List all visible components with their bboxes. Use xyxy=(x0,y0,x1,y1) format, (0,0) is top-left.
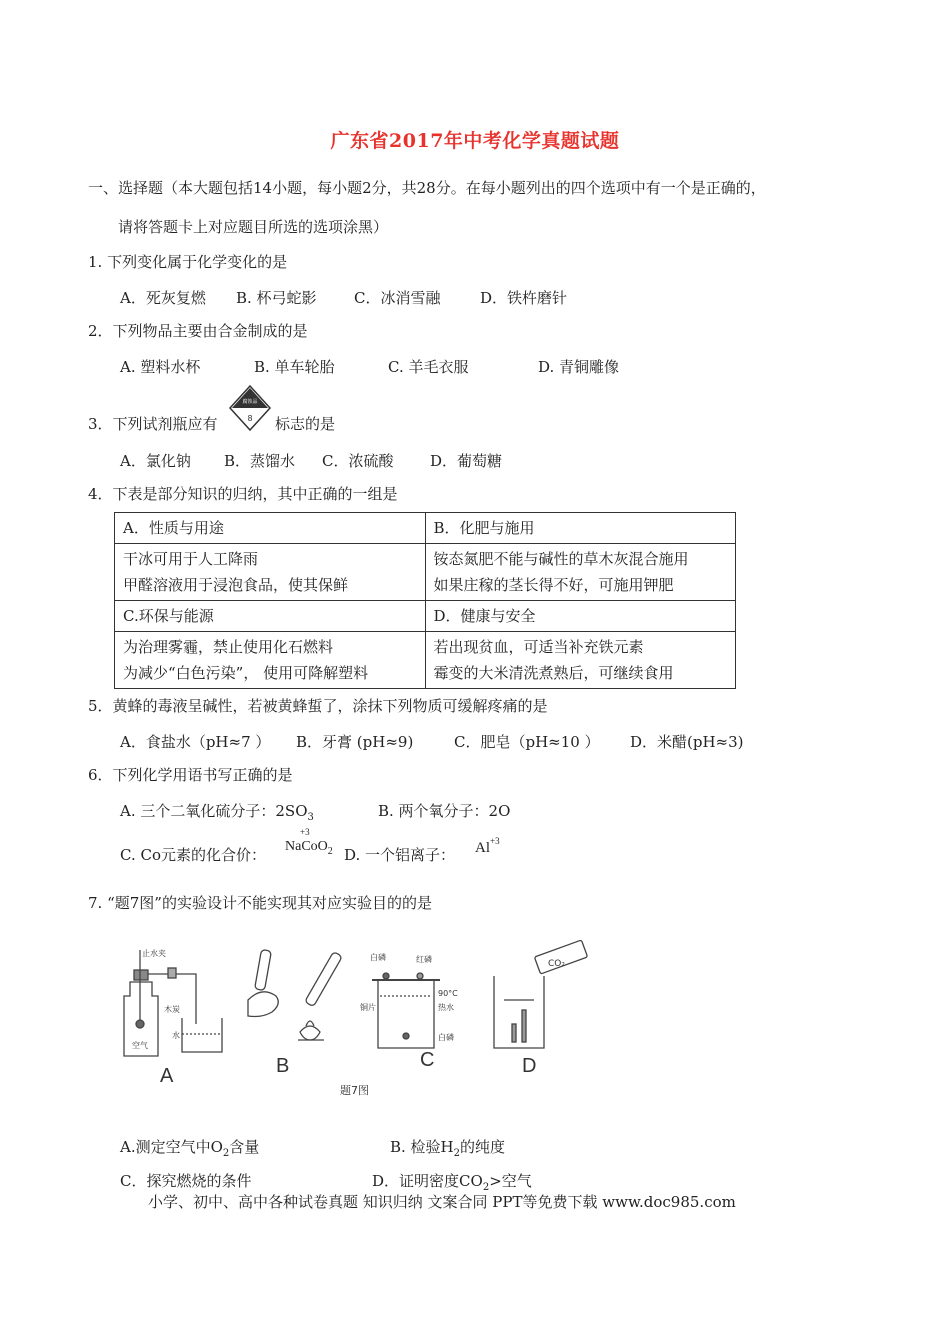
section-heading-cont: 请将答题卡上对应题目所选的选项涂黑） xyxy=(118,218,389,236)
table-d-line2: 霉变的大米清洗煮熟后，可继续食用 xyxy=(433,664,674,682)
q3-option-a: A．氯化钠 xyxy=(120,452,191,470)
table-cell-c-body xyxy=(115,632,426,689)
figure-d-apparatus-icon xyxy=(494,940,588,1048)
q6-formula-c-sup: +3 xyxy=(300,827,310,837)
q2-stem: 2．下列物品主要由合金制成的是 xyxy=(88,322,308,340)
q2-option-b: B. 单车轮胎 xyxy=(254,358,335,376)
q4-stem: 4．下表是部分知识的归纳，其中正确的一组是 xyxy=(88,485,398,503)
q1-option-a: A．死灰复燃 xyxy=(120,289,206,307)
table-c-line1: 为治理雾霾，禁止使用化石燃料 xyxy=(123,638,334,656)
q7-option-c: C．探究燃烧的条件 xyxy=(120,1172,252,1190)
svg-text:腐蚀品: 腐蚀品 xyxy=(242,399,258,405)
q6-option-a-sub: 3 xyxy=(307,812,314,823)
q7-option-b-sub: 2 xyxy=(453,1148,461,1159)
q6-formula-c-main: NaCoO xyxy=(285,839,328,854)
table-cell-b-body xyxy=(425,544,736,601)
table-b-line2: 如果庄稼的茎长得不好，可施用钾肥 xyxy=(433,576,674,594)
q5-options xyxy=(120,731,744,752)
svg-text:8: 8 xyxy=(247,414,253,423)
table-cell-d-head: D．健康与安全 xyxy=(425,601,736,632)
figure-a-apparatus-icon xyxy=(124,948,222,1056)
q3-option-d: D．葡萄糖 xyxy=(430,452,503,470)
q7-option-b xyxy=(390,1136,505,1157)
q6-option-a-text: A. 三个二氧化硫分子：2SO xyxy=(120,802,308,820)
q6-option-a xyxy=(120,800,314,821)
svg-text:空气: 空气 xyxy=(132,1041,148,1050)
svg-text:CO₂: CO₂ xyxy=(548,959,565,969)
q7-option-a-text: A.测定空气中O xyxy=(120,1138,223,1156)
svg-text:白磷: 白磷 xyxy=(370,953,386,962)
corrosive-sign-icon xyxy=(228,384,272,432)
svg-text:铜片: 铜片 xyxy=(360,1003,376,1012)
q3-stem-after: 标志的是 xyxy=(275,415,336,433)
table-cell-a-body xyxy=(115,544,426,601)
q6-option-d: D. 一个铝离子： xyxy=(344,846,456,864)
q6-option-c-text: C. Co元素的化合价： xyxy=(120,846,266,864)
q5-option-b: B．牙膏 (pH≈9) xyxy=(296,733,414,751)
table-cell-a-head: A．性质与用途 xyxy=(115,513,426,544)
svg-text:红磷: 红磷 xyxy=(416,955,432,964)
q6-formula-al xyxy=(475,834,500,856)
q7-option-b-text: B. 检验H xyxy=(390,1138,454,1156)
svg-text:热水: 热水 xyxy=(438,1003,454,1012)
q2-option-c: C. 羊毛衣服 xyxy=(388,358,469,376)
q1-options xyxy=(120,287,567,308)
q2-option-a: A. 塑料水杯 xyxy=(120,358,201,376)
q3-stem-before: 3．下列试剂瓶应有 xyxy=(88,415,218,433)
q1-stem: 1. 下列变化属于化学变化的是 xyxy=(88,253,288,271)
q1-option-d: D．铁杵磨针 xyxy=(480,289,568,307)
q6-option-c xyxy=(120,844,266,865)
q5-option-a: A．食盐水（pH≈7 ） xyxy=(120,733,271,751)
q6-stem: 6．下列化学用语书写正确的是 xyxy=(88,766,293,784)
svg-text:水: 水 xyxy=(172,1031,180,1040)
q7-option-a xyxy=(120,1136,259,1157)
figure-b-apparatus-icon xyxy=(248,949,342,1040)
q1-option-b: B. 杯弓蛇影 xyxy=(236,289,317,307)
q7-stem: 7. “题7图”的实验设计不能实现其对应实验目的的是 xyxy=(88,894,432,912)
svg-text:90°C: 90°C xyxy=(438,989,458,998)
table-d-line1: 若出现贫血，可适当补充铁元素 xyxy=(433,638,644,656)
svg-text:木炭: 木炭 xyxy=(164,1005,180,1014)
q6-formula-c-sub: 2 xyxy=(327,846,333,857)
q7-option-a-sub: 2 xyxy=(222,1148,230,1159)
table-cell-d-body xyxy=(425,632,736,689)
table-cell-b-head: B．化肥与施用 xyxy=(425,513,736,544)
q3-options xyxy=(120,450,502,471)
q7-option-a-end: 含量 xyxy=(229,1138,260,1156)
q7-option-d-text: D．证明密度CO xyxy=(372,1172,483,1190)
q3-option-c: C．浓硫酸 xyxy=(322,452,394,470)
page-title: 广东省2017年中考化学真题试题 xyxy=(330,130,620,152)
figure-label-d: D xyxy=(522,1055,537,1077)
q3-option-b: B．蒸馏水 xyxy=(224,452,296,470)
q7-option-b-end: 的纯度 xyxy=(460,1138,506,1156)
table-c-line2: 为减少“白色污染”， 使用可降解塑料 xyxy=(123,664,369,682)
figure-label-a: A xyxy=(160,1065,174,1087)
q2-option-d: D. 青铜雕像 xyxy=(538,358,620,376)
q6-formula-d-main: Al xyxy=(475,840,490,856)
figure-c-apparatus-icon xyxy=(360,952,458,1048)
knowledge-table xyxy=(114,512,736,689)
table-a-line1: 干冰可用于人工降雨 xyxy=(123,550,259,568)
page-footer: 小学、初中、高中各种试卷真题 知识归纳 文案合同 PPT等免费下载 www.doc985.com xyxy=(148,1193,736,1211)
table-b-line1: 铵态氮肥不能与碱性的草木灰混合施用 xyxy=(433,550,689,568)
table-cell-c-head: C.环保与能源 xyxy=(115,601,426,632)
q7-option-d-end: >空气 xyxy=(489,1172,532,1190)
q6-formula-nacoo2 xyxy=(285,827,333,857)
figure-label-c: C xyxy=(420,1049,435,1071)
q6-option-b: B. 两个氧分子：2O xyxy=(378,802,511,820)
q1-option-c: C．冰消雪融 xyxy=(354,289,441,307)
figure-label-b: B xyxy=(276,1055,290,1077)
svg-text:止水夹: 止水夹 xyxy=(142,949,166,958)
q7-figure xyxy=(120,940,600,1100)
svg-text:白磷: 白磷 xyxy=(438,1033,454,1042)
q5-stem: 5．黄蜂的毒液呈碱性，若被黄蜂蜇了，涂抹下列物质可缓解疼痛的是 xyxy=(88,697,548,715)
table-a-line2: 甲醛溶液用于浸泡食品，使其保鲜 xyxy=(123,576,349,594)
q5-option-d: D．米醋(pH≈3) xyxy=(630,733,744,751)
q7-option-d xyxy=(372,1170,532,1191)
q6-formula-d-sup: +3 xyxy=(490,836,500,846)
figure-caption: 题7图 xyxy=(340,1084,369,1097)
q2-options xyxy=(120,356,619,377)
q5-option-c: C．肥皂（pH≈10 ） xyxy=(454,733,600,751)
section-heading: 一、选择题（本大题包括14小题，每小题2分，共28分。在每小题列出的四个选项中有一个是正确的， xyxy=(88,179,766,197)
q7-option-d-sub: 2 xyxy=(482,1182,490,1193)
